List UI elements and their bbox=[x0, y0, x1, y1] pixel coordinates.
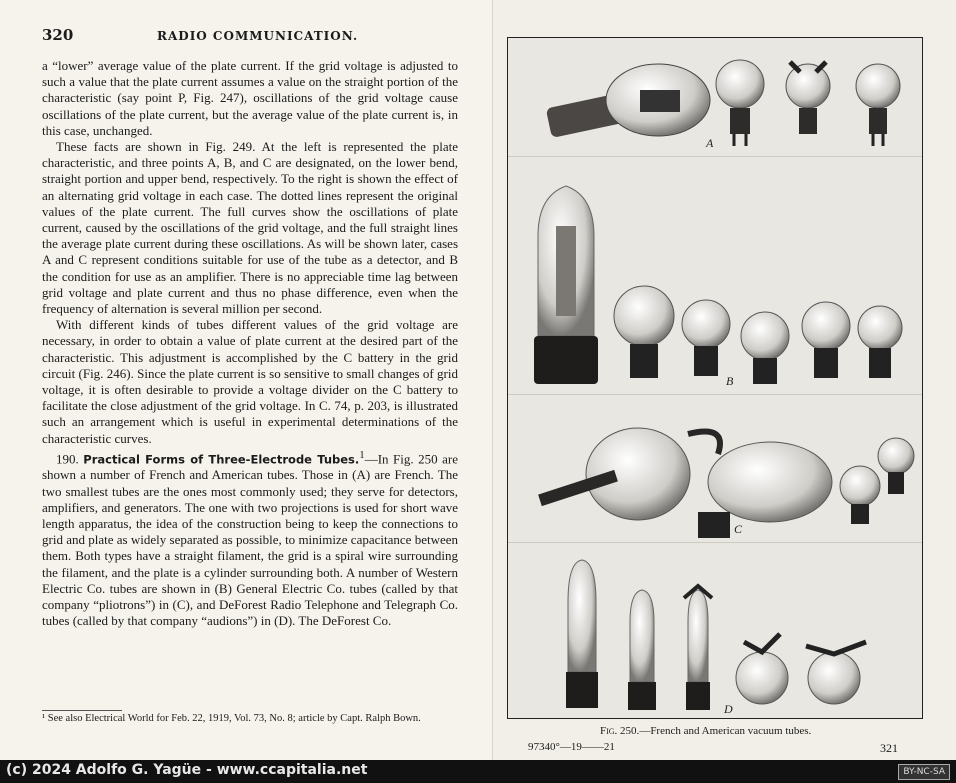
left-page bbox=[0, 0, 492, 760]
panel-b-label: B bbox=[726, 374, 734, 388]
footnote-mark: 1 bbox=[359, 448, 365, 461]
paragraph-2: These facts are shown in Fig. 249. At the left is represented the plate characteristic, and three points A, B, and C are designated, on the lower bend, straight portion and upper bend, respectively. To the right is shown the effect of an alternating grid voltage in each case. The dotted lines represent the original values of the plate current. The full curves show the oscillations of plate current, caused by the oscillations of the grid voltage, and the full straight lines the average plate current during these oscillations. As will be shown later, cases A and C represent conditions suitable for use of the tube as a detector, and B the condition for use as an amplifier. There is no appreciable time lag between grid voltage and plate current and thus no phase difference, even when the frequency of alternation is several million per second. bbox=[42, 139, 458, 317]
panel-c-label: C bbox=[734, 522, 743, 536]
watermark-bar bbox=[0, 760, 956, 783]
paragraph-3: With different kinds of tubes different values of the grid voltage are necessary, in order to obtain a value of plate current at the desired part of the characteristic. This adjustment is accomplished by the C battery in the grid circuit (Fig. 246). Since the plate current is so sensitive to small changes of grid voltage, it is often desirable to provide a voltage divider on the C battery to facilitate the close adjustment of the grid voltage. In C. 74, p. 203, is illustrated such an arrangement which is useful in experimental determinations of the characteristic curves. bbox=[42, 317, 458, 446]
body-text bbox=[42, 58, 458, 629]
right-page-number: 321 bbox=[880, 741, 898, 755]
figure-plate bbox=[507, 37, 923, 719]
running-title: RADIO COMMUNICATION. bbox=[157, 29, 359, 43]
panel-a-label: A bbox=[706, 136, 714, 150]
panel-c bbox=[508, 394, 922, 543]
section-text: —In Fig. 250 are shown a number of French and American tubes. Those in (A) are French. The two smallest tubes are the ones most commonly used; they serve for detectors, amplifiers, and generators. The one with two projections is used for short wave length apparatus, the idea of the construction being to keep the connections to grid and plate as widely separated as possible, to minimize capacitance between them. Both types have a straight filament, the grid is a spiral wire surrounding the filament, and the plate is a cylinder surrounding both. A number of Western Electric Co. tubes are shown in (B) General Electric Co. tubes (called by that company “pliotrons”) in (C), and DeForest Radio Telephone and Telegraph Co. tubes (called by that company “audions”) in (D). The DeForest Co. bbox=[42, 451, 459, 629]
cc-license-badge: BY-NC-SA bbox=[898, 764, 950, 780]
caption-figure-number: Fig. 250. bbox=[600, 725, 640, 737]
panel-b-tubes-image bbox=[508, 156, 922, 394]
paragraph-1: a “lower” average value of the plate current. If the grid voltage is adjusted to such a value that the plate current assumes a value on the straight portion of the characteristic (say point P, Fig. 247), oscillations of the grid voltage cause oscillations of the plate current, but the average value of the plate current is, in this case, unchanged. bbox=[42, 58, 458, 138]
left-page-number: 320 bbox=[42, 26, 74, 44]
print-line: 97340°—19——21 bbox=[528, 741, 615, 753]
caption-text: —French and American vacuum tubes. bbox=[639, 725, 812, 737]
footnote-rule bbox=[42, 710, 122, 711]
panel-d bbox=[508, 542, 922, 718]
panel-a bbox=[508, 38, 922, 157]
running-head bbox=[42, 26, 460, 46]
figure-caption bbox=[600, 725, 860, 737]
panel-a-tubes-image bbox=[508, 38, 922, 156]
copyright-text: (c) 2024 Adolfo G. Yagüe - www.ccapitalia.net bbox=[6, 762, 368, 778]
section-190 bbox=[42, 447, 458, 630]
footnote: ¹ See also Electrical World for Feb. 22, 1919, Vol. 73, No. 8; article by Capt. Ralph Bown. bbox=[42, 713, 421, 724]
panel-c-tubes-image bbox=[508, 394, 922, 542]
section-number: 190. bbox=[56, 451, 79, 467]
section-title: Practical Forms of Three-Electrode Tubes. bbox=[83, 452, 360, 467]
panel-d-tubes-image bbox=[508, 542, 922, 718]
panel-b bbox=[508, 156, 922, 395]
panel-d-label: D bbox=[724, 702, 733, 716]
